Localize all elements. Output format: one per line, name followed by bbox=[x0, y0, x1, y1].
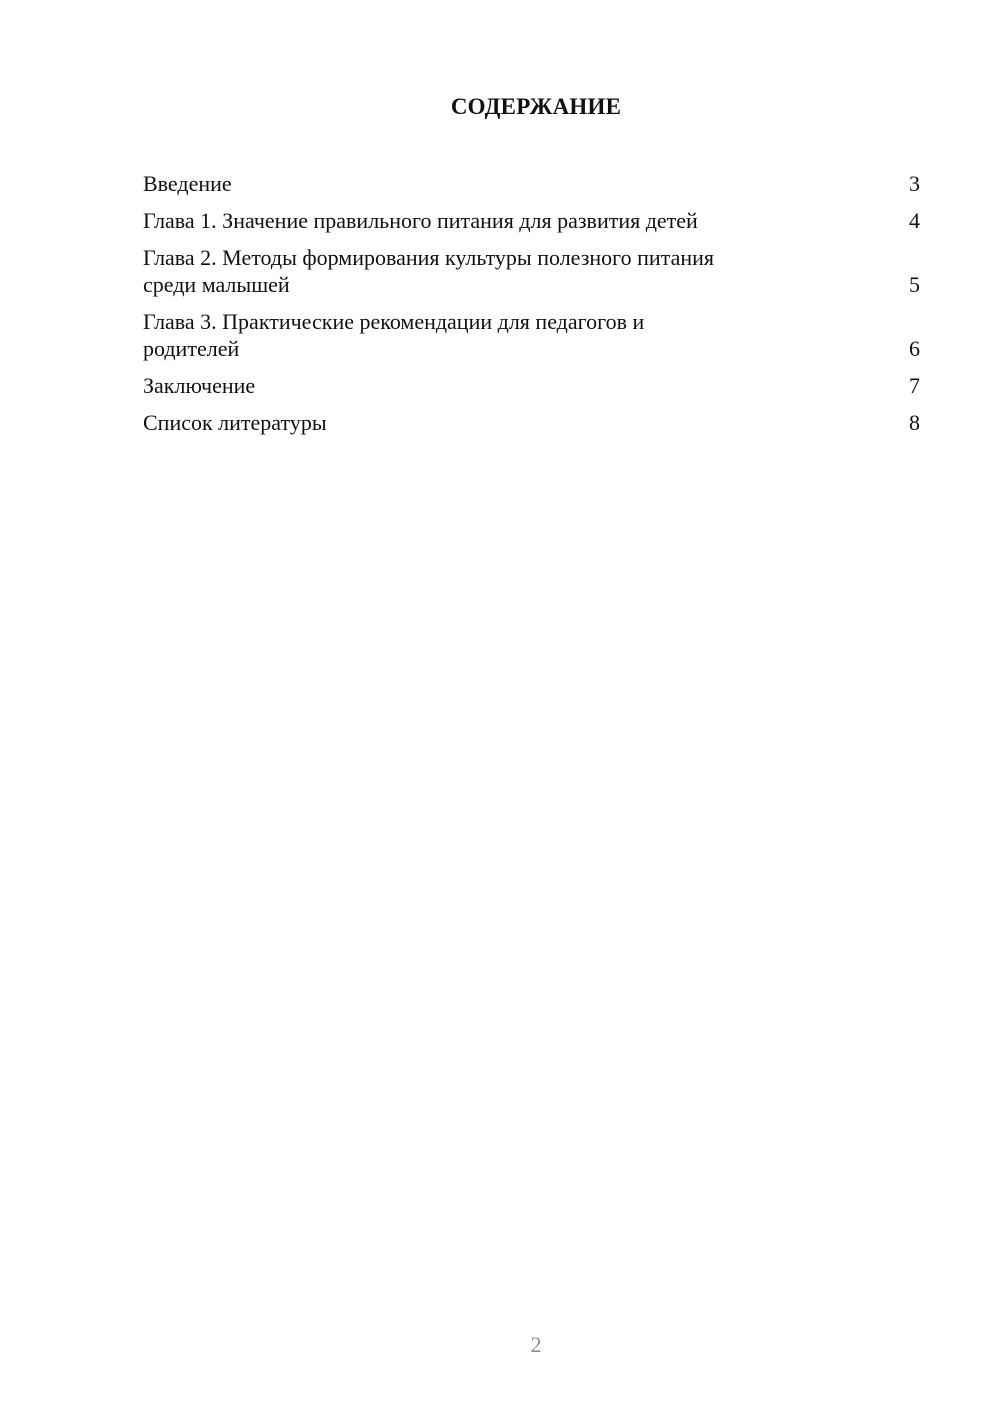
toc-entry-chapter-2[interactable] bbox=[143, 244, 920, 298]
toc-entry-introduction[interactable] bbox=[143, 170, 920, 197]
toc-entry-label: Введение bbox=[143, 171, 232, 196]
toc-entry-chapter-3[interactable] bbox=[143, 308, 920, 362]
toc-entry-page-number: 3 bbox=[909, 171, 920, 196]
toc-entry-conclusion[interactable] bbox=[143, 372, 920, 399]
toc-entry-chapter-1[interactable] bbox=[143, 207, 920, 234]
toc-entry-page-number: 6 bbox=[909, 336, 920, 361]
toc-entry-page-number: 4 bbox=[909, 208, 920, 233]
toc-entry-label: Глава 2. Методы формирования культуры полезного питания среди малышей bbox=[143, 245, 715, 297]
toc-entry-label: Заключение bbox=[143, 373, 256, 398]
toc-entry-label: Глава 1. Значение правильного питания для развития детей bbox=[143, 208, 698, 233]
page-title: СОДЕРЖАНИЕ bbox=[450, 94, 622, 119]
page-footer-number: 2 bbox=[530, 1332, 542, 1357]
toc-entry-label: Глава 3. Практические рекомендации для педагогов и родителей bbox=[143, 309, 645, 361]
toc-entry-page-number: 5 bbox=[909, 272, 920, 297]
table-of-contents bbox=[143, 170, 920, 446]
toc-entry-label: Список литературы bbox=[143, 410, 327, 435]
toc-entry-page-number: 7 bbox=[909, 373, 920, 398]
toc-entry-bibliography[interactable] bbox=[143, 409, 920, 436]
toc-entry-page-number: 8 bbox=[909, 410, 920, 435]
